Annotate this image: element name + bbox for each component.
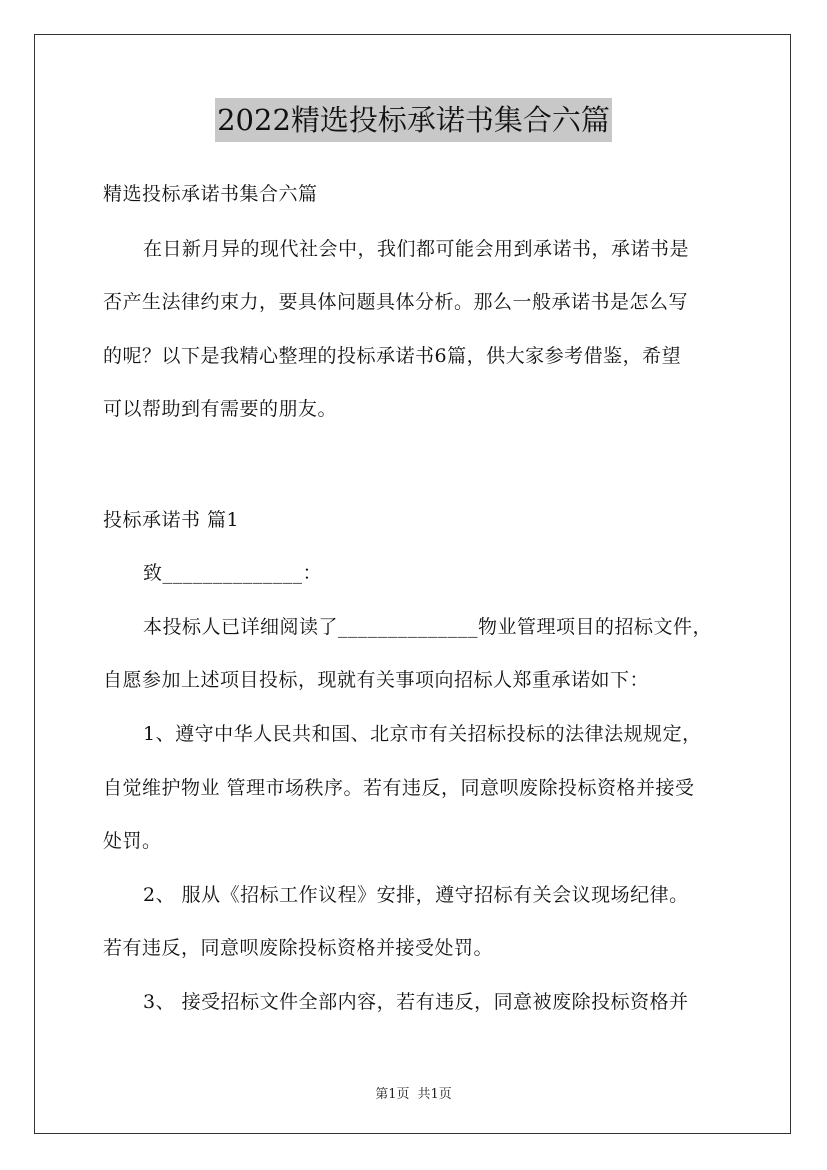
title-container (0, 98, 827, 142)
body-line: 2、 服从《招标工作议程》安排，遵守招标有关会议现场纪律。 (143, 884, 689, 906)
intro-line: 可以帮助到有需要的朋友。 (103, 398, 338, 420)
intro-line: 否产生法律约束力，要具体问题具体分析。那么一般承诺书是怎么写 (103, 291, 689, 313)
body-line: 3、 接受招标文件全部内容，若有违反，同意被废除投标资格并 (143, 991, 689, 1013)
body-line: 若有违反，同意呗废除投标资格并接受处罚。 (103, 937, 494, 959)
body-line: 本投标人已详细阅读了______________物业管理项目的招标文件， (143, 616, 713, 638)
page-total: 共1页 (417, 1087, 452, 1102)
body-line: 处罚。 (103, 830, 162, 852)
page-footer (0, 1083, 827, 1102)
body-line: 1、遵守中华人民共和国、北京市有关招标投标的法律法规规定， (143, 723, 702, 745)
intro-line: 的呢？以下是我精心整理的投标承诺书6篇，供大家参考借鉴，希望 (103, 345, 682, 367)
section-heading: 投标承诺书 篇1 (103, 509, 240, 531)
body-line: 自愿参加上述项目投标，现就有关事项向招标人郑重承诺如下： (103, 669, 650, 691)
body-line: 自觉维护物业 管理市场秩序。若有违反，同意呗废除投标资格并接受 (103, 777, 695, 799)
page-number: 第1页 (375, 1087, 410, 1102)
addressee-line: 致______________： (143, 562, 323, 584)
document-title: 2022精选投标承诺书集合六篇 (215, 98, 612, 142)
document-subtitle: 精选投标承诺书集合六篇 (103, 183, 318, 205)
intro-line: 在日新月异的现代社会中，我们都可能会用到承诺书，承诺书是 (143, 238, 690, 260)
